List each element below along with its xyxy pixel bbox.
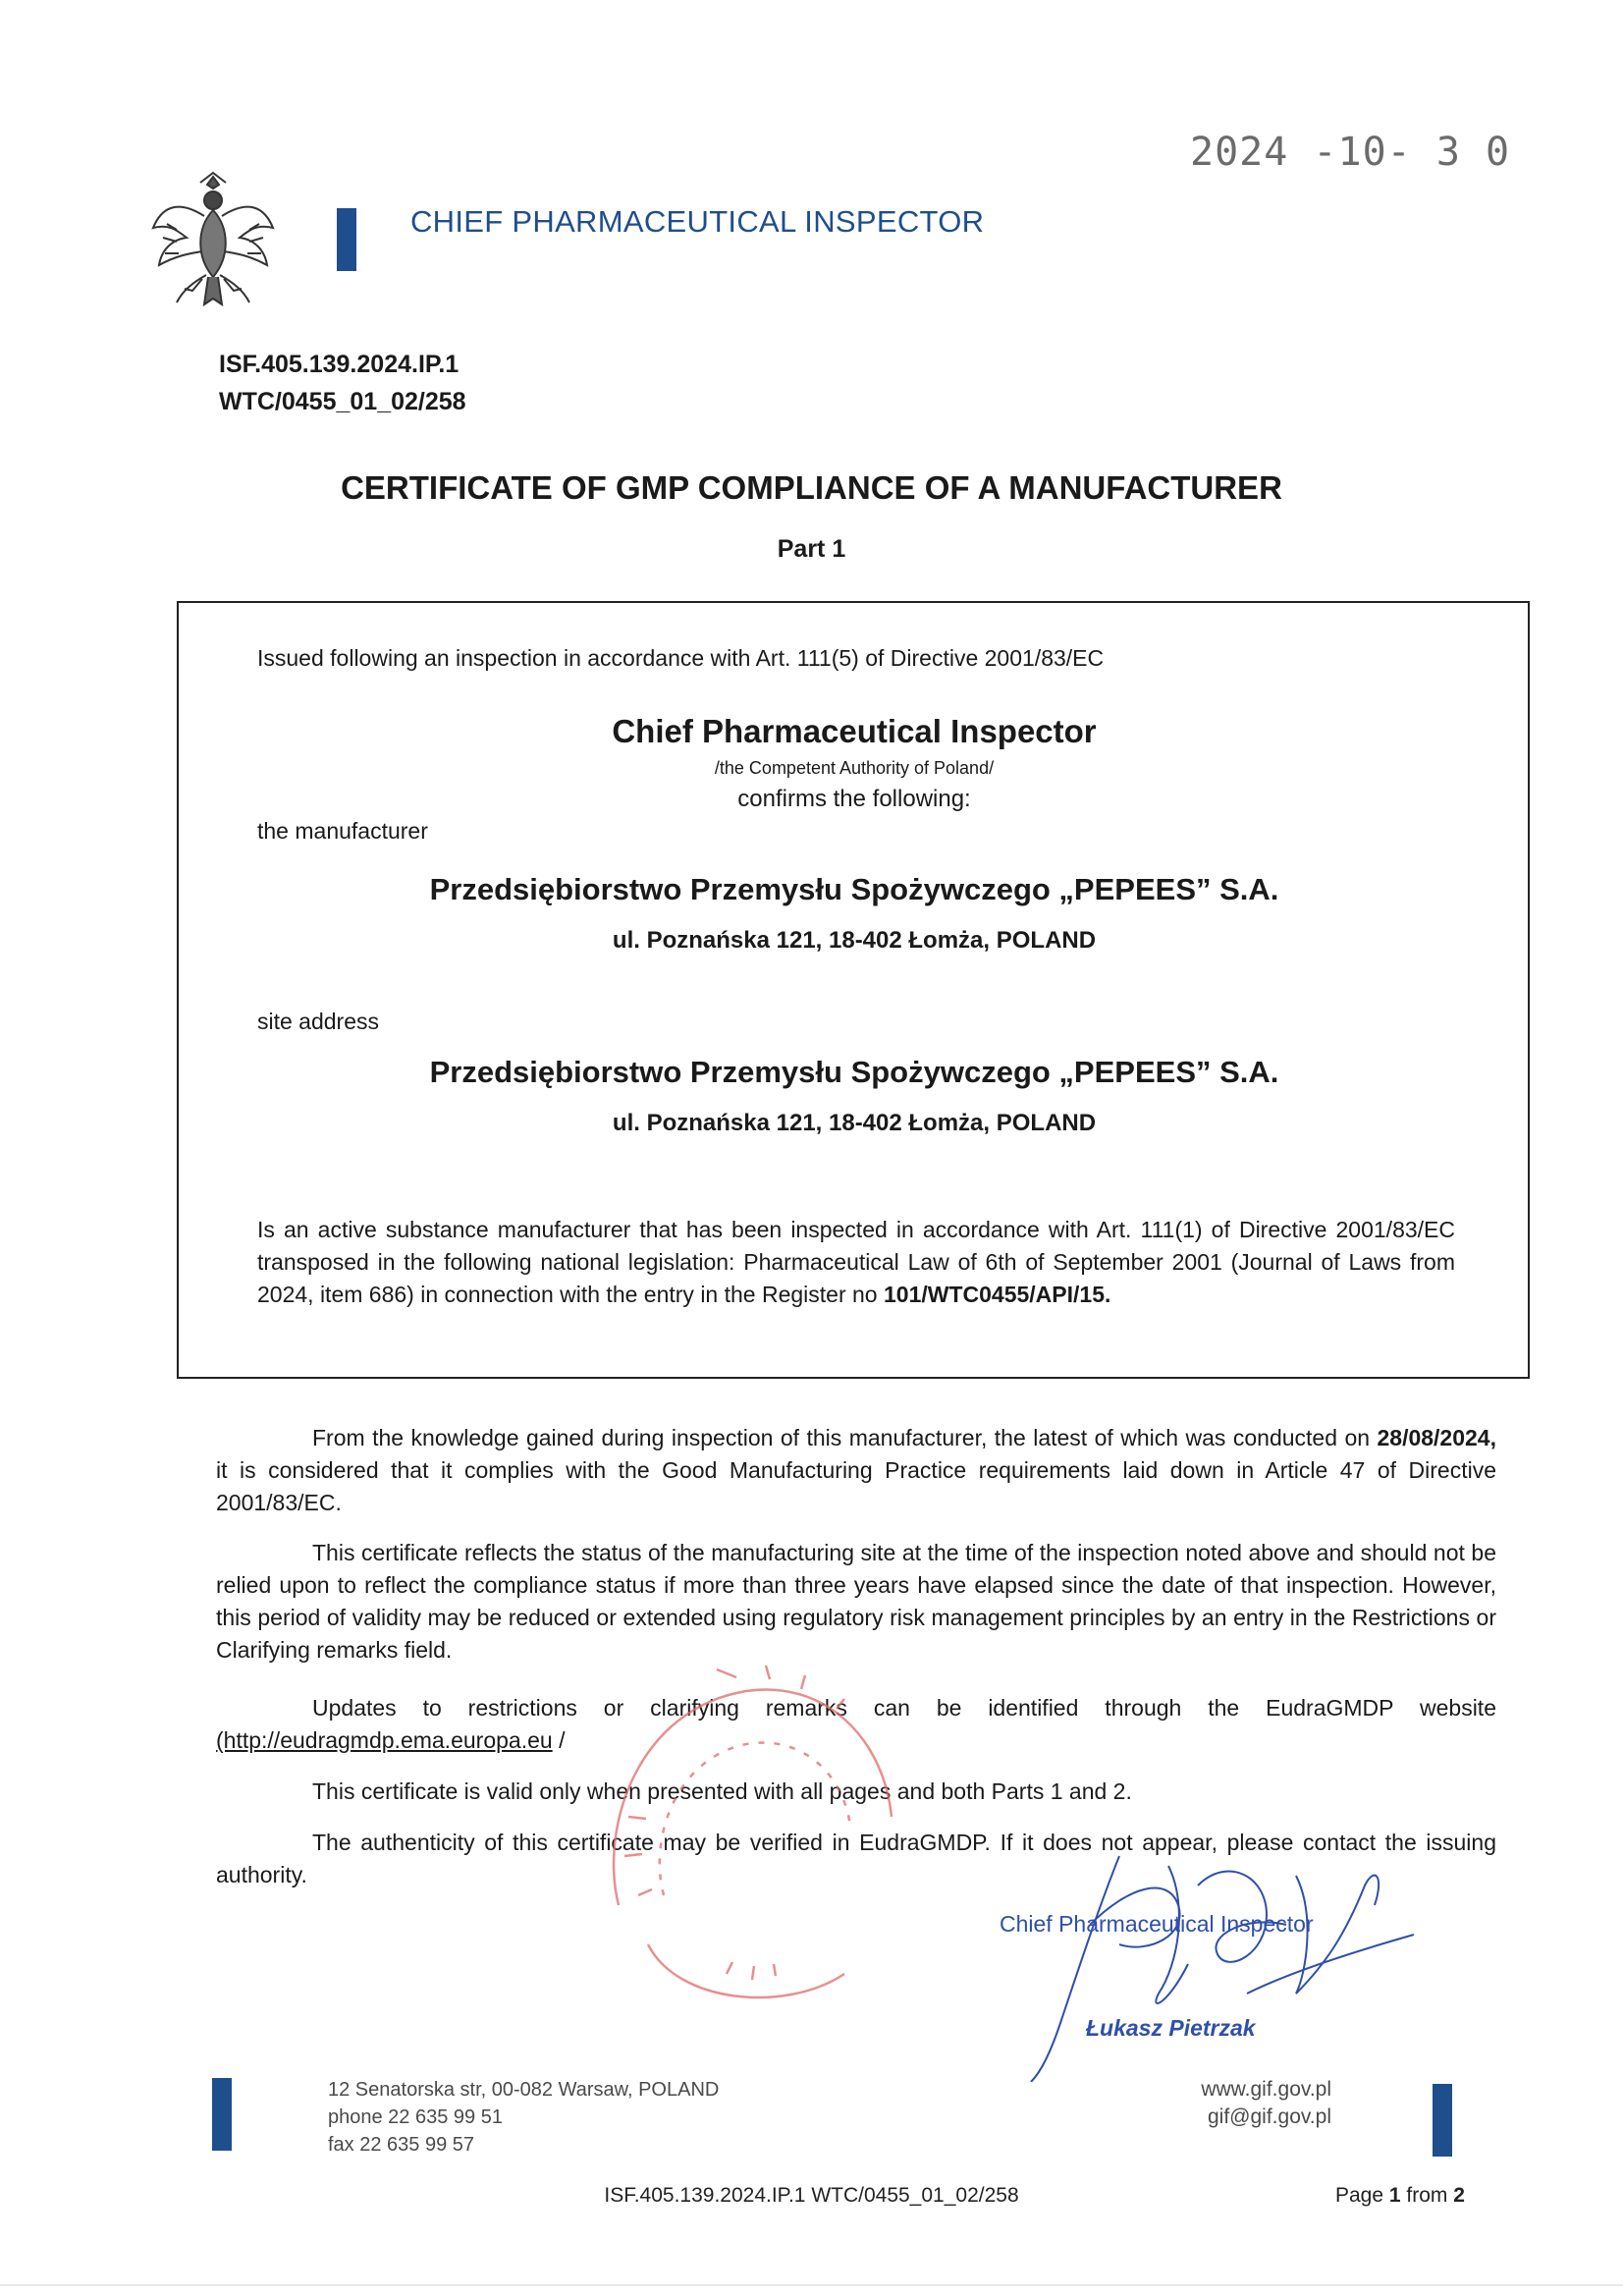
handwritten-signature: [972, 1846, 1424, 2082]
statement-text: Is an active substance manufacturer that has been inspected in accordance with Art. 111(1) of Directive 2001/83/EC transposed in the following national legislation: Pharmaceutical Law of 6th of September 2001 (Journal of Laws from 2024, item 686) in connection with the entry in the Register no: [257, 1217, 1455, 1307]
reference-line-1: ISF.405.139.2024.IP.1: [219, 351, 460, 378]
issued-statement: Issued following an inspection in accordance with Art. 111(5) of Directive 2001/83/EC: [257, 645, 1105, 671]
paragraph-valid-only: This certificate is valid only when presented with all pages and both Parts 1 and 2.: [312, 1778, 1132, 1804]
footer-contact: [328, 2076, 719, 2159]
paragraph-authenticity: The authenticity of this certificate may be verified in EudraGMDP. If it does not appear, please contact the issuing authority.: [216, 1830, 1496, 1887]
official-seal-stamp: [579, 1650, 933, 2023]
manufacturer-label: the manufacturer: [257, 818, 428, 844]
confirms-text: confirms the following:: [737, 786, 971, 812]
footer-email[interactable]: gif@gif.gov.pl: [1208, 2105, 1331, 2128]
accent-bar: [337, 208, 356, 271]
issuing-authority-header: CHIEF PHARMACEUTICAL INSPECTOR: [410, 204, 985, 239]
date-stamp: 2024 -10- 3 0: [1190, 130, 1511, 175]
footer-address: 12 Senatorska str, 00-082 Warsaw, POLAND: [328, 2079, 720, 2101]
register-number: 101/WTC0455/API/15.: [883, 1282, 1111, 1307]
footer-accent-bar-right: [1433, 2084, 1452, 2157]
page-current: 1: [1388, 2184, 1401, 2207]
footer-reference: ISF.405.139.2024.IP.1 WTC/0455_01_02/258: [604, 2184, 1019, 2207]
part-label: Part 1: [777, 535, 846, 563]
authority-name: Chief Pharmaceutical Inspector: [612, 713, 1097, 749]
p1-end: it is considered that it complies with the Good Manufacturing Practice requirements laid down in Article 47 of Directive 2001/83/EC.: [216, 1457, 1496, 1515]
site-address-label: site address: [257, 1009, 380, 1034]
page-number: [1335, 2184, 1465, 2208]
signatory-name: Łukasz Pietrzak: [1086, 2015, 1256, 2041]
inspection-date: 28/08/2024,: [1377, 1425, 1496, 1450]
manufacturer-address: ul. Poznańska 121, 18-402 Łomża, POLAND: [612, 927, 1097, 954]
site-address: ul. Poznańska 121, 18-402 Łomża, POLAND: [612, 1110, 1097, 1136]
inspection-statement: [257, 1214, 1455, 1311]
site-name: Przedsiębiorstwo Przemysłu Spożywczego „PEPEES” S.A.: [429, 1055, 1279, 1089]
page-label: Page: [1335, 2184, 1384, 2207]
footer-phone: phone 22 635 99 51: [328, 2106, 503, 2128]
reference-line-2: WTC/0455_01_02/258: [219, 388, 466, 415]
footer-fax: fax 22 635 99 57: [328, 2134, 475, 2156]
footer-web-contact: [1021, 2076, 1331, 2131]
reference-numbers: [219, 346, 466, 420]
p3-start: Updates to restrictions or clarifying remarks can be identified through the EudraGMDP website: [312, 1695, 1496, 1721]
p3-end: /: [559, 1727, 566, 1753]
paragraph-inspection-date: [216, 1422, 1496, 1519]
page-from: from: [1406, 2184, 1448, 2207]
footer-website[interactable]: www.gif.gov.pl: [1201, 2078, 1331, 2101]
scan-edge-line: [0, 2284, 1623, 2286]
signatory-title: Chief Pharmaceutical Inspector: [1000, 1911, 1314, 1937]
polish-eagle-icon: [147, 169, 279, 312]
p1-start: From the knowledge gained during inspection of this manufacturer, the latest of which was conducted on: [312, 1425, 1371, 1450]
manufacturer-name: Przedsiębiorstwo Przemysłu Spożywczego „PEPEES” S.A.: [429, 872, 1279, 906]
page-total: 2: [1453, 2184, 1465, 2207]
authority-note: /the Competent Authority of Poland/: [714, 758, 995, 778]
eudragmdp-link[interactable]: (http://eudragmdp.ema.europa.eu: [216, 1727, 553, 1753]
document-title: CERTIFICATE OF GMP COMPLIANCE OF A MANUFACTURER: [341, 469, 1282, 506]
footer-accent-bar-left: [212, 2078, 232, 2151]
paragraph-validity: This certificate reflects the status of the manufacturing site at the time of the inspection noted above and should not be relied upon to reflect the compliance status if more than three years have elapsed since the date of that inspection. However, this period of validity may be reduced or extended using regulatory risk management principles by an entry in the Restrictions or Clarifying remarks field.: [216, 1540, 1496, 1663]
